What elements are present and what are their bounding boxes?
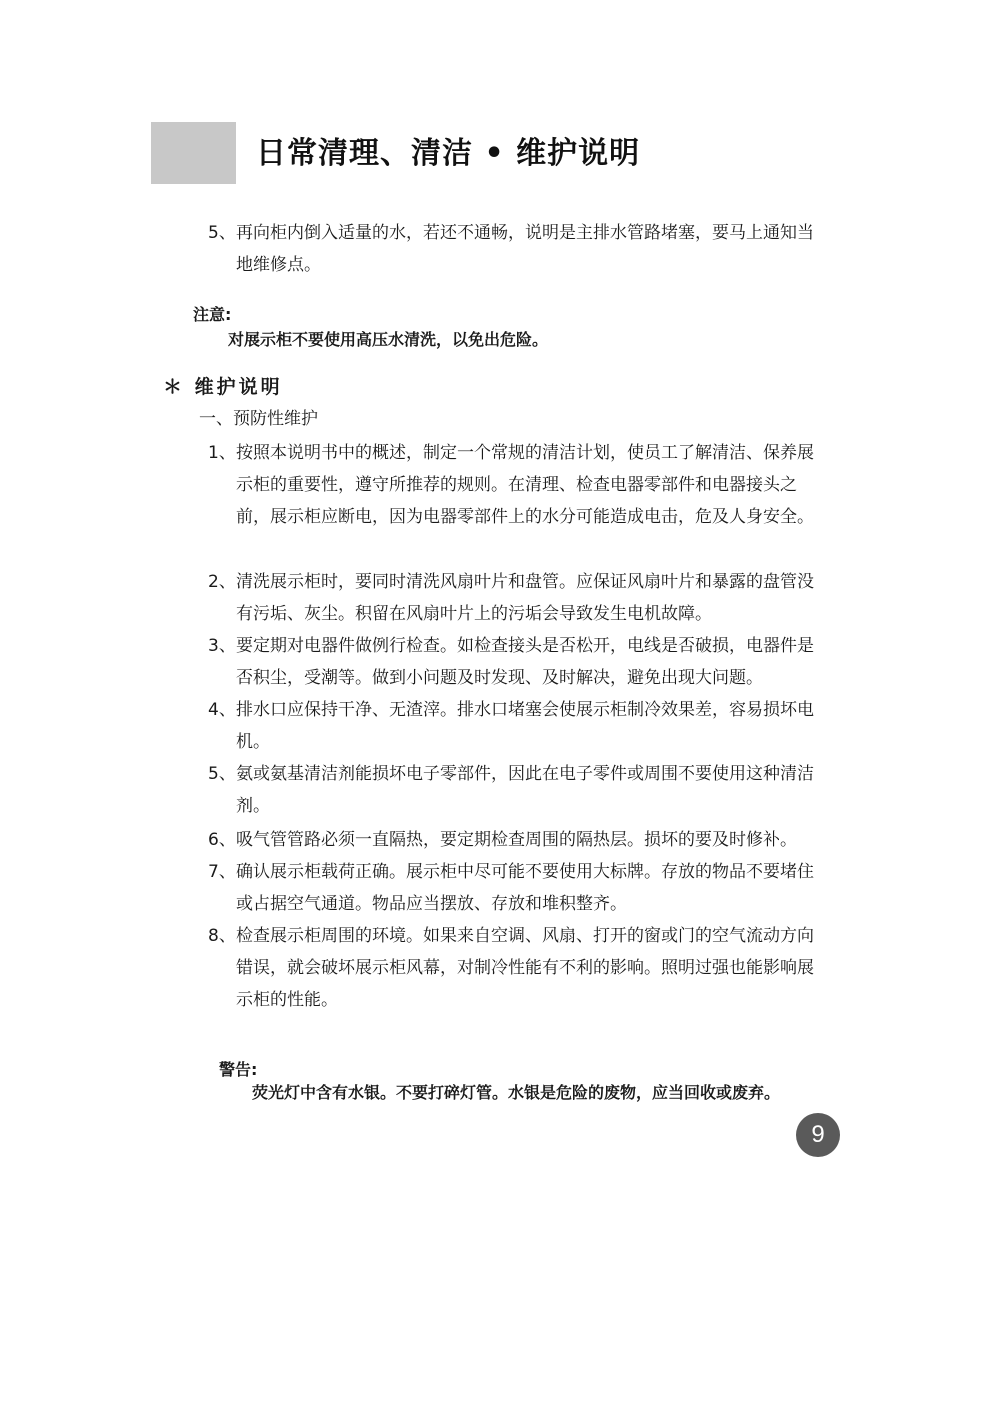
note-text: 对展示柜不要使用高压水清洗，以免出危险。 bbox=[228, 330, 549, 349]
section-heading: ＊ 维护说明 bbox=[163, 376, 283, 398]
item-number: 8、 bbox=[208, 926, 236, 946]
item-text: 氨或氨基清洁剂能损坏电子零部件，因此在电子零件或周围不要使用这种清洁剂。 bbox=[236, 764, 814, 816]
list-item bbox=[208, 437, 818, 533]
item-text: 排水口应保持干净、无渣滓。排水口堵塞会使展示柜制冷效果差，容易损坏电机。 bbox=[236, 700, 814, 752]
list-item bbox=[208, 566, 818, 630]
list-item bbox=[208, 694, 818, 758]
item-text: 检查展示柜周围的环境。如果来自空调、风扇、打开的窗或门的空气流动方向错误，就会破坏展示柜风幕，对制冷性能有不利的影响。照明过强也能影响展示柜的性能。 bbox=[236, 926, 814, 1010]
warning-text: 荧光灯中含有水银。不要打碎灯管。水银是危险的废物，应当回收或废弃。 bbox=[252, 1083, 781, 1102]
item-text: 再向柜内倒入适量的水，若还不通畅，说明是主排水管路堵塞，要马上通知当地维修点。 bbox=[236, 223, 814, 275]
list-item bbox=[208, 824, 838, 856]
item-number: 5、 bbox=[208, 223, 236, 243]
warning-label: 警告: bbox=[219, 1060, 258, 1079]
intro-item bbox=[208, 217, 818, 281]
item-number: 5、 bbox=[208, 764, 236, 784]
item-number: 3、 bbox=[208, 636, 236, 656]
header-gray-block bbox=[151, 122, 236, 184]
item-number: 6、 bbox=[208, 830, 236, 850]
item-text: 按照本说明书中的概述，制定一个常规的清洁计划，使员工了解清洁、保养展示柜的重要性，遵守所推荐的规则。在清理、检查电器零部件和电器接头之前，展示柜应断电，因为电器零部件上的水分可能造成电击，危及人身安全。 bbox=[236, 443, 814, 527]
item-number: 7、 bbox=[208, 862, 236, 882]
subsection-title: 一、预防性维护 bbox=[199, 409, 318, 429]
item-number: 4、 bbox=[208, 700, 236, 720]
item-number: 1、 bbox=[208, 443, 236, 463]
list-item bbox=[208, 856, 818, 920]
list-item bbox=[208, 920, 818, 1016]
item-text: 确认展示柜载荷正确。展示柜中尽可能不要使用大标牌。存放的物品不要堵住或占据空气通道。物品应当摆放、存放和堆积整齐。 bbox=[236, 862, 814, 914]
page-title: 日常清理、清洁 • 维护说明 bbox=[256, 136, 641, 171]
item-text: 要定期对电器件做例行检查。如检查接头是否松开，电线是否破损，电器件是否积尘，受潮等。做到小问题及时发现、及时解决，避免出现大问题。 bbox=[236, 636, 814, 688]
note-label: 注意: bbox=[193, 305, 232, 324]
item-text: 清洗展示柜时，要同时清洗风扇叶片和盘管。应保证风扇叶片和暴露的盘管没有污垢、灰尘。积留在风扇叶片上的污垢会导致发生电机故障。 bbox=[236, 572, 814, 624]
item-text: 吸气管管路必须一直隔热，要定期检查周围的隔热层。损坏的要及时修补。 bbox=[236, 830, 797, 850]
item-number: 2、 bbox=[208, 572, 236, 592]
list-item bbox=[208, 630, 826, 694]
list-item bbox=[208, 758, 818, 822]
page-number: 9 bbox=[796, 1113, 840, 1157]
